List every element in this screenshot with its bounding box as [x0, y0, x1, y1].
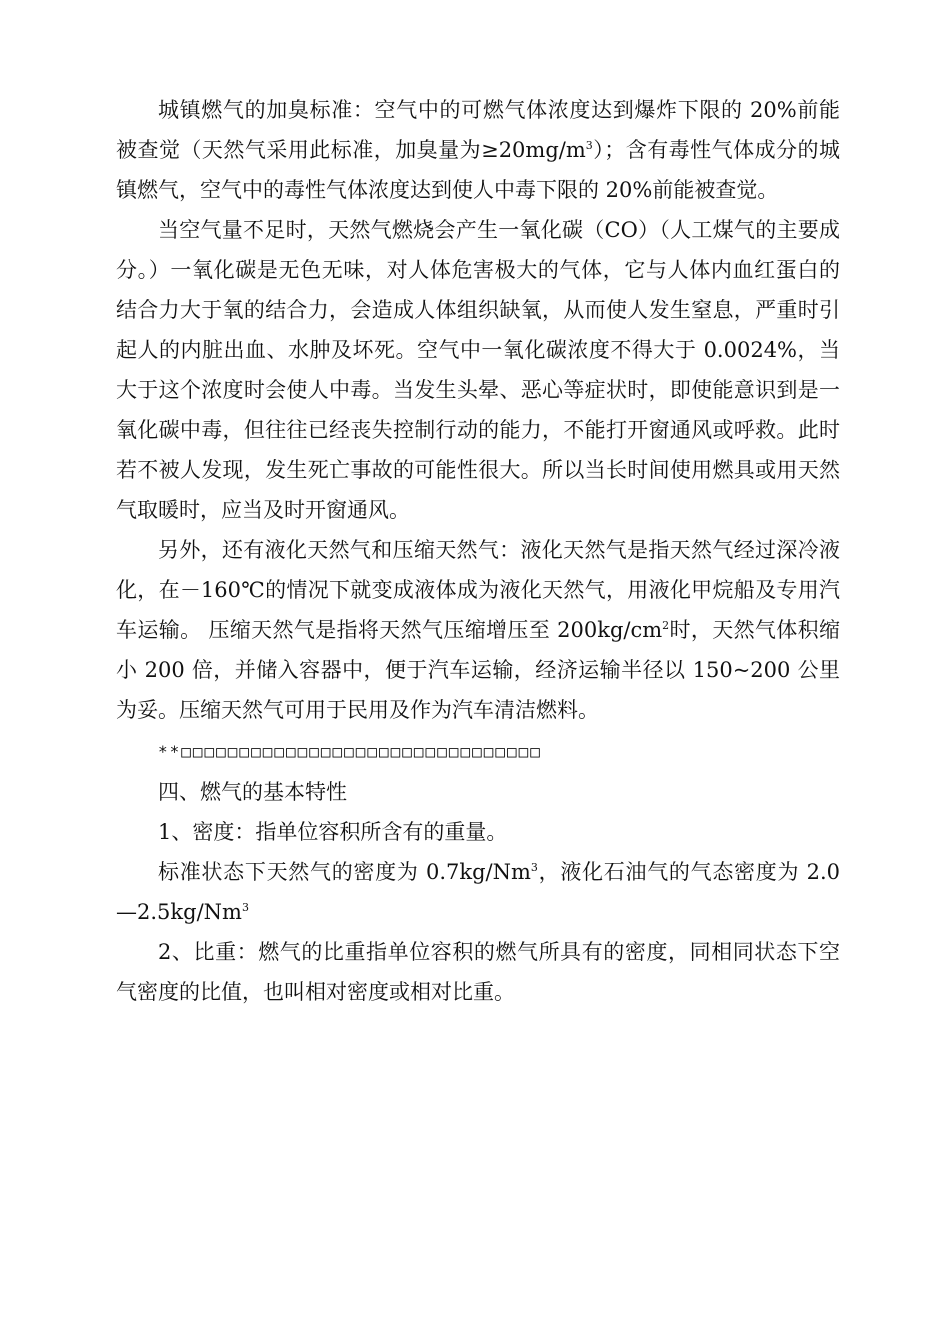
- superscript: 2: [662, 619, 670, 632]
- paragraph-text: 时，天然气体积缩小 200 倍，并储入容器中，便于汽车运输，经济运输半径以 150~200 公里为妥。压缩天然气可用于民用及作为汽车清洁燃料。: [116, 618, 840, 722]
- paragraph-density-values: [116, 852, 840, 932]
- paragraph-odorization-standard: [116, 90, 840, 210]
- document-body: [116, 90, 840, 1012]
- paragraph-text: 另外，还有液化天然气和压缩天然气：液化天然气是指天然气经过深冷液化，在－160℃的情况下就变成液体成为液化天然气，用液化甲烷船及专用汽车运输。 压缩天然气是指将天然气压缩增压至 200kg/cm: [116, 538, 840, 642]
- superscript: 3: [585, 139, 593, 152]
- paragraph-text: 标准状态下天然气的密度为 0.7kg/Nm: [158, 860, 531, 884]
- paragraph-specific-gravity: 2、比重：燃气的比重指单位容积的燃气所具有的密度，同相同状态下空气密度的比值，也叫相对密度或相对比重。: [116, 940, 840, 1004]
- paragraph-text: ）；含有毒性气体成分的城镇燃气，空气中的毒性气体浓度达到使人中毒下限的 20%前能被查觉。: [116, 138, 841, 202]
- paragraph-lng-cng: [116, 530, 840, 730]
- superscript: 3: [530, 861, 538, 874]
- paragraph-text: ，液化石油气的气态密度为 2.0—2.5kg/Nm: [116, 860, 840, 924]
- superscript: 3: [241, 901, 249, 914]
- subsection-heading-density: 1、密度：指单位容积所含有的重量。: [158, 820, 508, 844]
- paragraph-text: 城镇燃气的加臭标准：空气中的可燃气体浓度达到爆炸下限的 20%前能被查觉（天然气采用此标准，加臭量为≥20mg/m: [116, 98, 840, 162]
- garbled-text: **□□□□□□□□□□□□□□□□□□□□□□□□□□□□□□□: [158, 742, 542, 761]
- section-heading: 四、燃气的基本特性: [158, 780, 347, 804]
- paragraph-carbon-monoxide: 当空气量不足时，天然气燃烧会产生一氧化碳（CO）（人工煤气的主要成分。）一氧化碳是无色无味，对人体危害极大的气体，它与人体内血红蛋白的结合力大于氧的结合力，会造成人体组织缺氧，从而使人发生窒息，严重时引起人的内脏出血、水肿及坏死。空气中一氧化碳浓度不得大于 0.0024%，当大于这个浓度时会使人中毒。当发生头晕、恶心等症状时，即使能意识到是一氧化碳中毒，但往往已经丧失控制行动的能力，不能打开窗通风或呼救。此时若不被人发现，发生死亡事故的可能性很大。所以当长时间使用燃具或用天然气取暖时，应当及时开窗通风。: [116, 218, 840, 522]
- paragraph-garbled-line: [116, 730, 840, 772]
